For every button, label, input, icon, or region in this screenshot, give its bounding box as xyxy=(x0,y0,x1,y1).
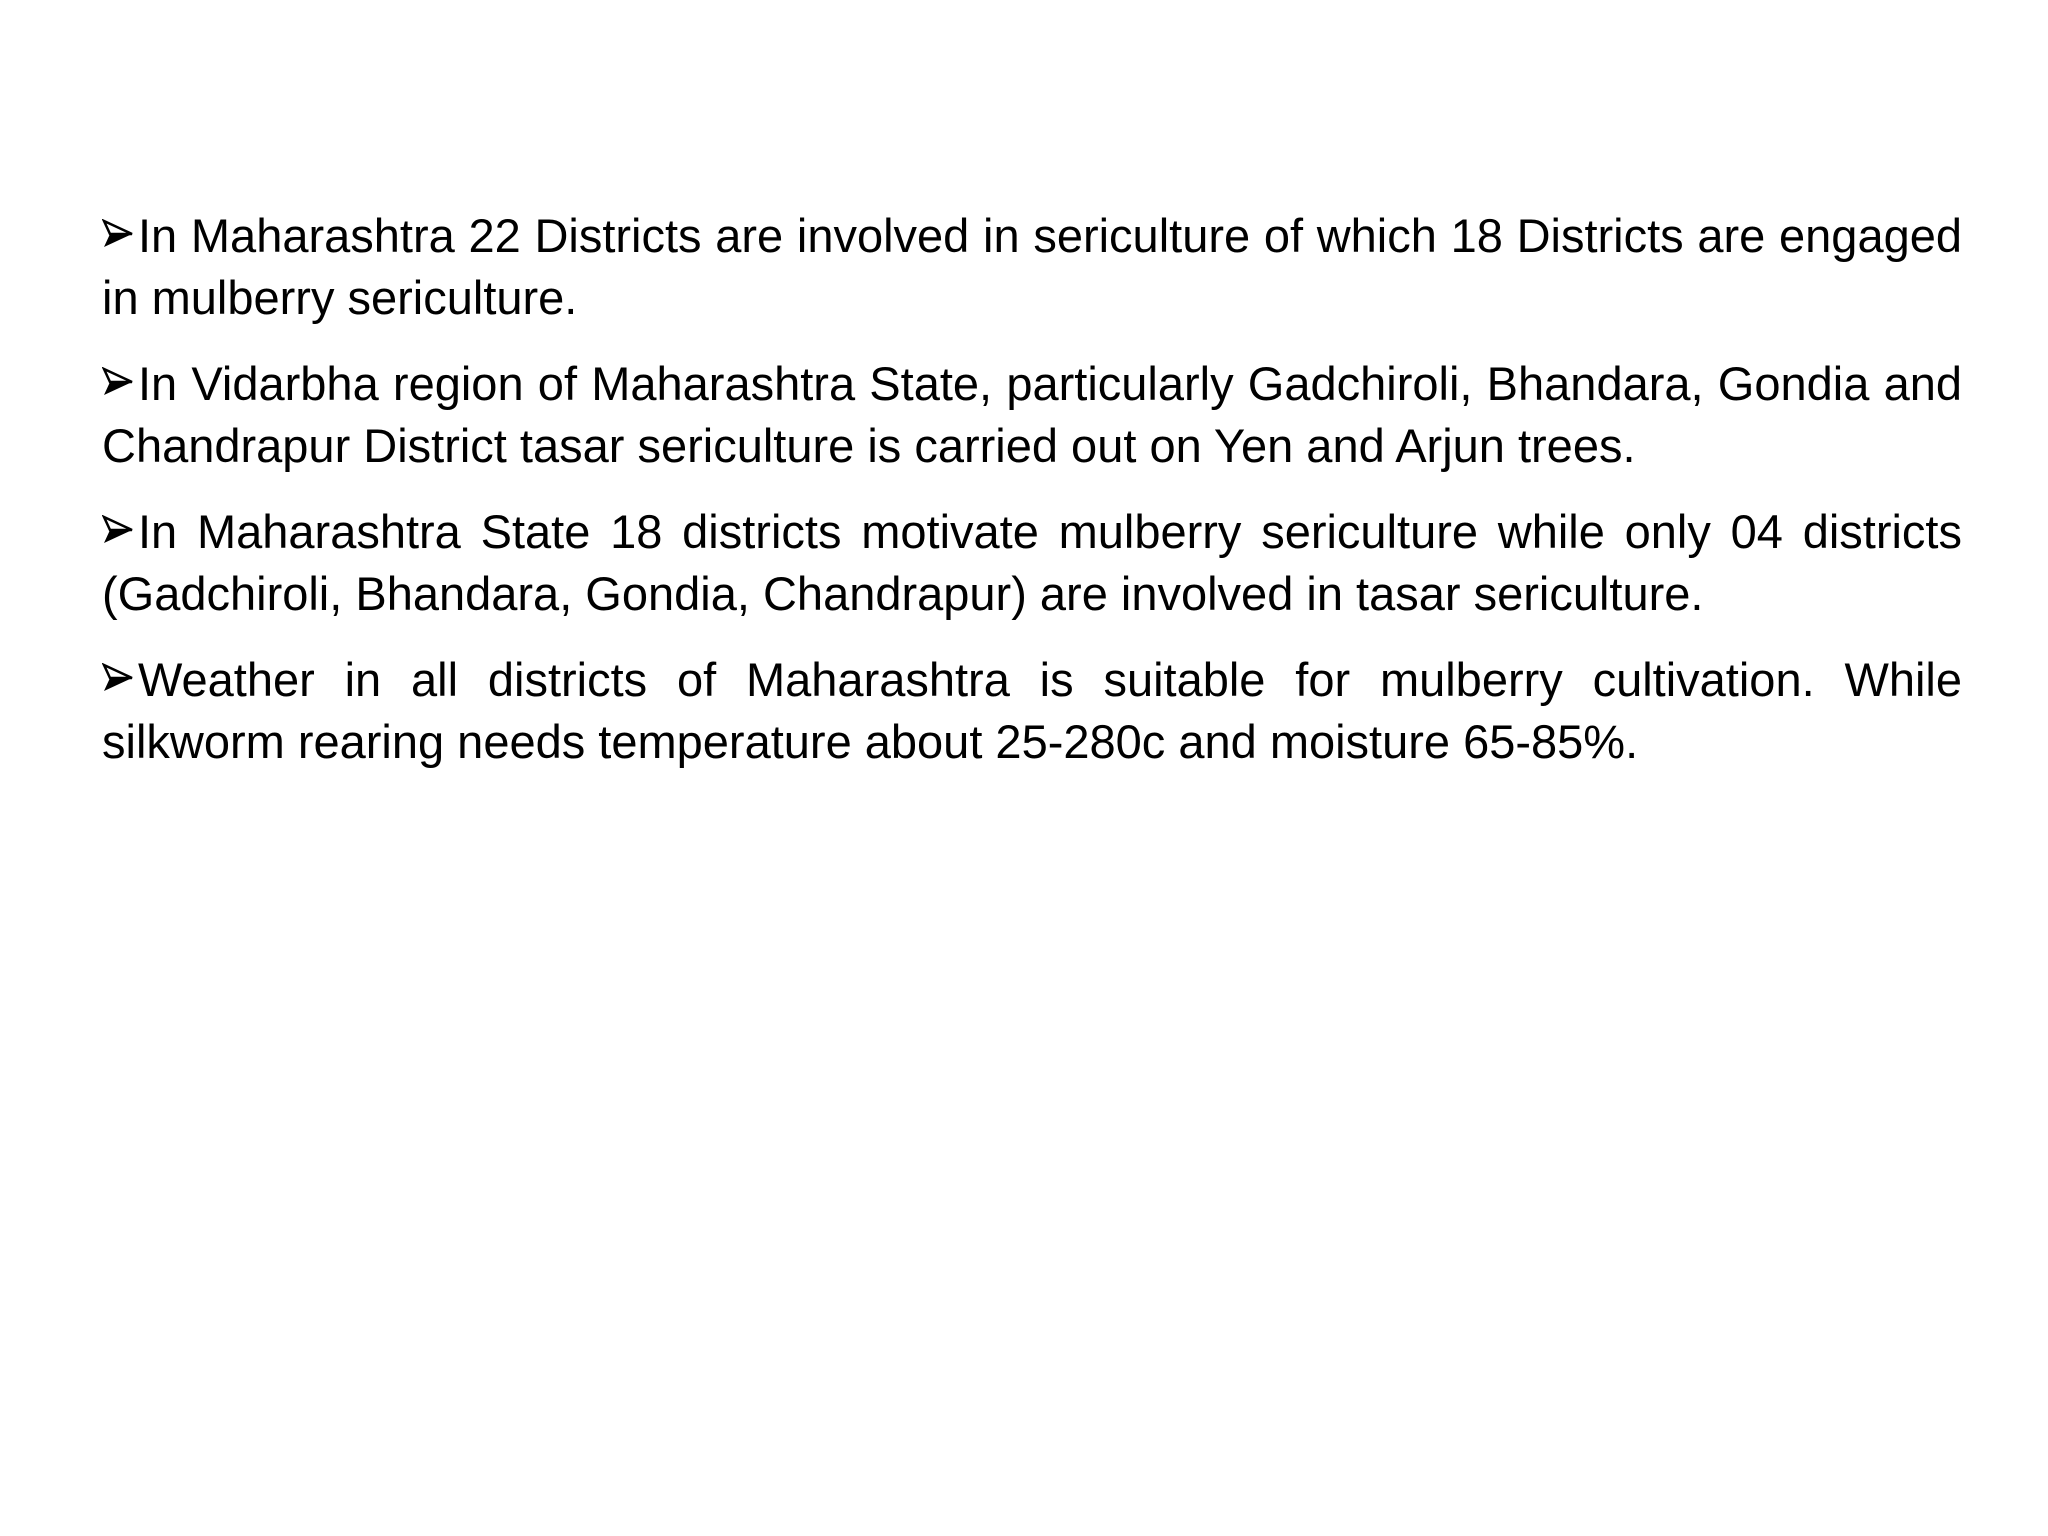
arrow-bullet-icon xyxy=(102,219,134,249)
bullet-item-4 xyxy=(102,649,1962,773)
arrow-bullet-icon xyxy=(102,663,134,693)
arrow-bullet-icon xyxy=(102,367,134,397)
bullet-text: In Maharashtra 22 Districts are involved in sericulture of which 18 Districts are engaged in mulberry sericulture. xyxy=(102,209,1962,324)
bullet-text: Weather in all districts of Maharashtra is suitable for mulberry cultivation. While silkworm rearing needs temperature about 25-280c and moisture 65-85%. xyxy=(102,653,1962,768)
bullet-item-3 xyxy=(102,501,1962,625)
bullet-list xyxy=(102,205,1962,797)
arrow-bullet-icon xyxy=(102,515,134,545)
bullet-item-2 xyxy=(102,353,1962,477)
bullet-text: In Maharashtra State 18 districts motivate mulberry sericulture while only 04 districts (Gadchiroli, Bhandara, Gondia, Chandrapur) are involved in tasar sericulture. xyxy=(102,505,1962,620)
bullet-item-1 xyxy=(102,205,1962,329)
bullet-text: In Vidarbha region of Maharashtra State, particularly Gadchiroli, Bhandara, Gondia and Chandrapur District tasar sericulture is carried out on Yen and Arjun trees. xyxy=(102,357,1962,472)
